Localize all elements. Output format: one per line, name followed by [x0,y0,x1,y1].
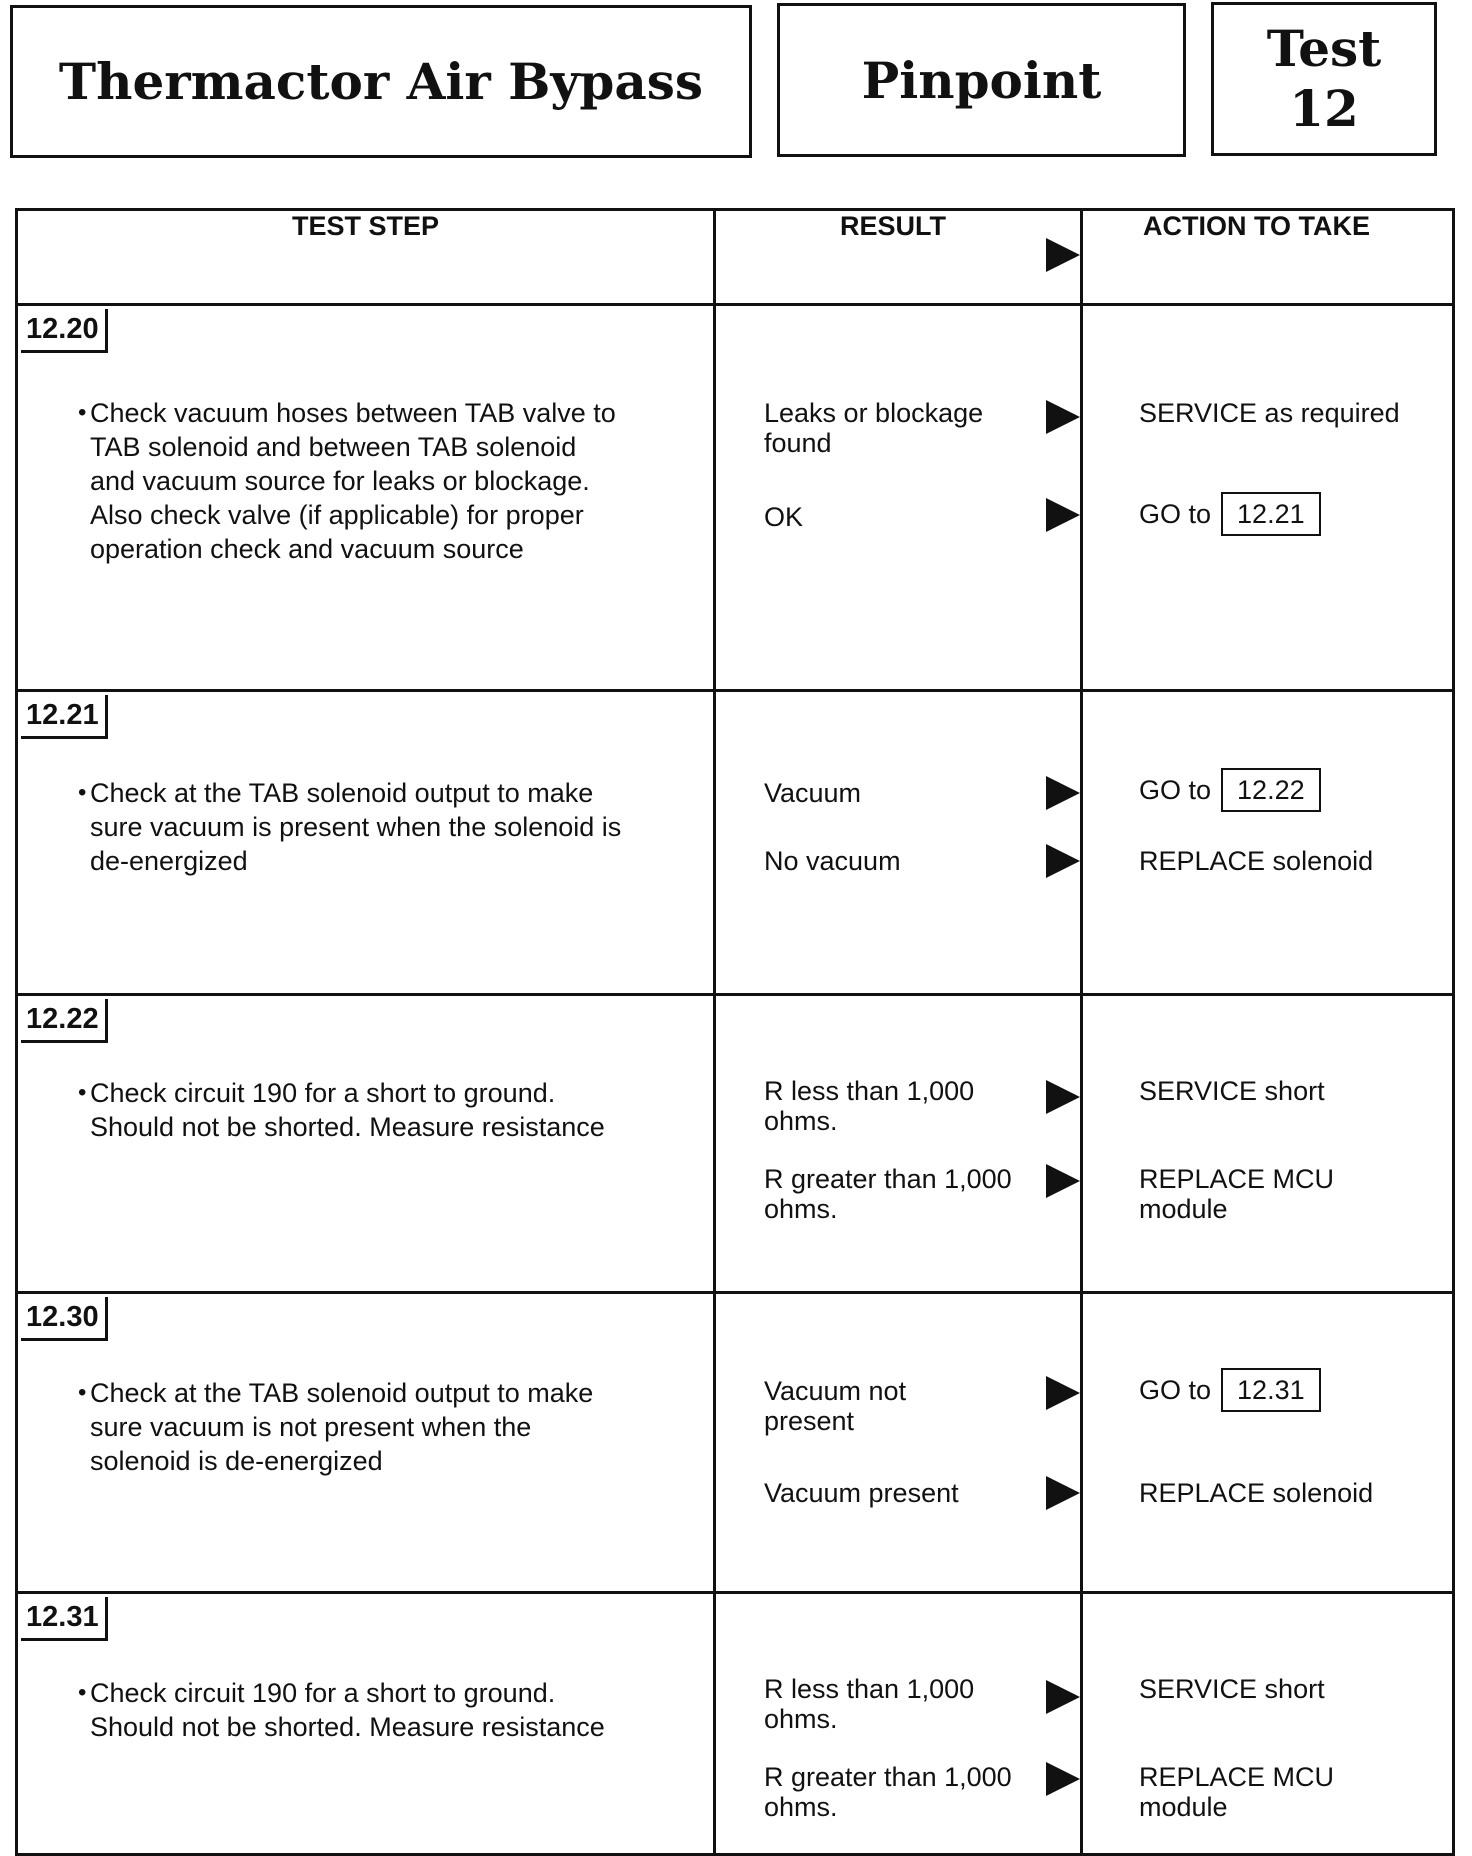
test-number-box [1211,2,1437,156]
step-description: • Check at the TAB solenoid output to make sure vacuum is present when the solenoid is de-energized [78,778,622,876]
test-step-cell [17,995,715,1293]
page-title: Thermactor Air Bypass [58,52,704,111]
goto-label: GO to [1139,1375,1212,1405]
test-type: Pinpoint [861,50,1102,110]
step-number: 12.22 [21,999,108,1043]
action-cell [1082,305,1454,691]
result-text: OK [764,502,804,532]
step-description: • Check circuit 190 for a short to ground. Should not be shorted. Measure resistance [78,1078,605,1142]
right-arrow-icon [1046,1080,1080,1114]
right-arrow-icon [1046,1680,1080,1714]
bullet-icon: • [78,399,87,426]
result-text: Vacuum [764,778,862,808]
result-text: R greater than 1,000 ohms. [764,1164,1012,1224]
test-number: 12 [1289,79,1359,138]
action-text: REPLACE MCU module [1139,1164,1335,1224]
result-cell [715,691,1082,995]
action-text: REPLACE MCU module [1139,1762,1335,1822]
step-description: • Check vacuum hoses between TAB valve to TAB solenoid and between TAB solenoid and vacuum source for leaks or blockage. Also check valve (if applicable) for proper operation check and vacuum source [78,398,616,564]
column-header-test-step: TEST STEP [17,210,715,305]
right-arrow-icon [1046,400,1080,434]
action-text: SERVICE short [1139,1674,1325,1704]
step-number: 12.21 [21,695,108,739]
page-title-box [10,5,752,158]
action-cell [1082,1293,1454,1593]
result-text: Leaks or blockage found [764,398,984,458]
step-description: • Check at the TAB solenoid output to make sure vacuum is not present when the solenoid is de-energized [78,1378,594,1476]
right-arrow-icon [1046,776,1080,810]
result-text: No vacuum [764,846,901,876]
column-header-action: ACTION TO TAKE [1082,210,1454,305]
result-text: Vacuum not present [764,1376,907,1436]
action-text: SERVICE short [1139,1076,1325,1106]
step-number: 12.31 [21,1597,108,1641]
goto-label: GO to [1139,775,1212,805]
test-step-cell [17,1293,715,1593]
right-arrow-icon [1046,1762,1080,1796]
test-type-box [777,3,1186,157]
result-cell [715,305,1082,691]
action-cell [1082,1593,1454,1855]
action-text: REPLACE solenoid [1139,1478,1374,1508]
result-text: R less than 1,000 ohms. [764,1076,975,1136]
test-label: Test [1266,19,1382,78]
action-text: SERVICE as required [1139,398,1400,428]
right-arrow-icon [1046,1164,1080,1198]
table-row [17,995,1454,1293]
result-cell [715,1293,1082,1593]
bullet-icon: • [78,1379,87,1406]
right-arrow-icon [1046,498,1080,532]
goto-label: GO to [1139,499,1212,529]
table-row [17,1293,1454,1593]
column-header-result: RESULT [715,210,1082,305]
result-cell [715,1593,1082,1855]
goto-action [1139,492,1439,536]
table-row [17,691,1454,995]
test-step-cell [17,305,715,691]
action-text: REPLACE solenoid [1139,846,1374,876]
right-arrow-icon [1046,844,1080,878]
step-number: 12.30 [21,1297,108,1341]
right-arrow-icon [1046,238,1080,272]
action-cell [1082,691,1454,995]
pinpoint-test-table [15,208,1455,1856]
action-cell [1082,995,1454,1293]
test-step-cell [17,691,715,995]
result-text: Vacuum present [764,1478,959,1508]
test-step-cell [17,1593,715,1855]
result-text: R greater than 1,000 ohms. [764,1762,1012,1822]
right-arrow-icon [1046,1376,1080,1410]
goto-step-ref: 12.21 [1221,492,1321,536]
goto-action [1139,768,1439,812]
goto-step-ref: 12.22 [1221,768,1321,812]
result-text: R less than 1,000 ohms. [764,1674,975,1734]
table-header-row [17,210,1454,305]
step-description: • Check circuit 190 for a short to ground. Should not be shorted. Measure resistance [78,1678,605,1742]
table-row [17,1593,1454,1855]
bullet-icon: • [78,779,87,806]
right-arrow-icon [1046,1476,1080,1510]
goto-action [1139,1368,1439,1412]
table-row [17,305,1454,691]
goto-step-ref: 12.31 [1221,1368,1321,1412]
result-cell [715,995,1082,1293]
bullet-icon: • [78,1679,87,1706]
step-number: 12.20 [21,309,108,353]
bullet-icon: • [78,1079,87,1106]
